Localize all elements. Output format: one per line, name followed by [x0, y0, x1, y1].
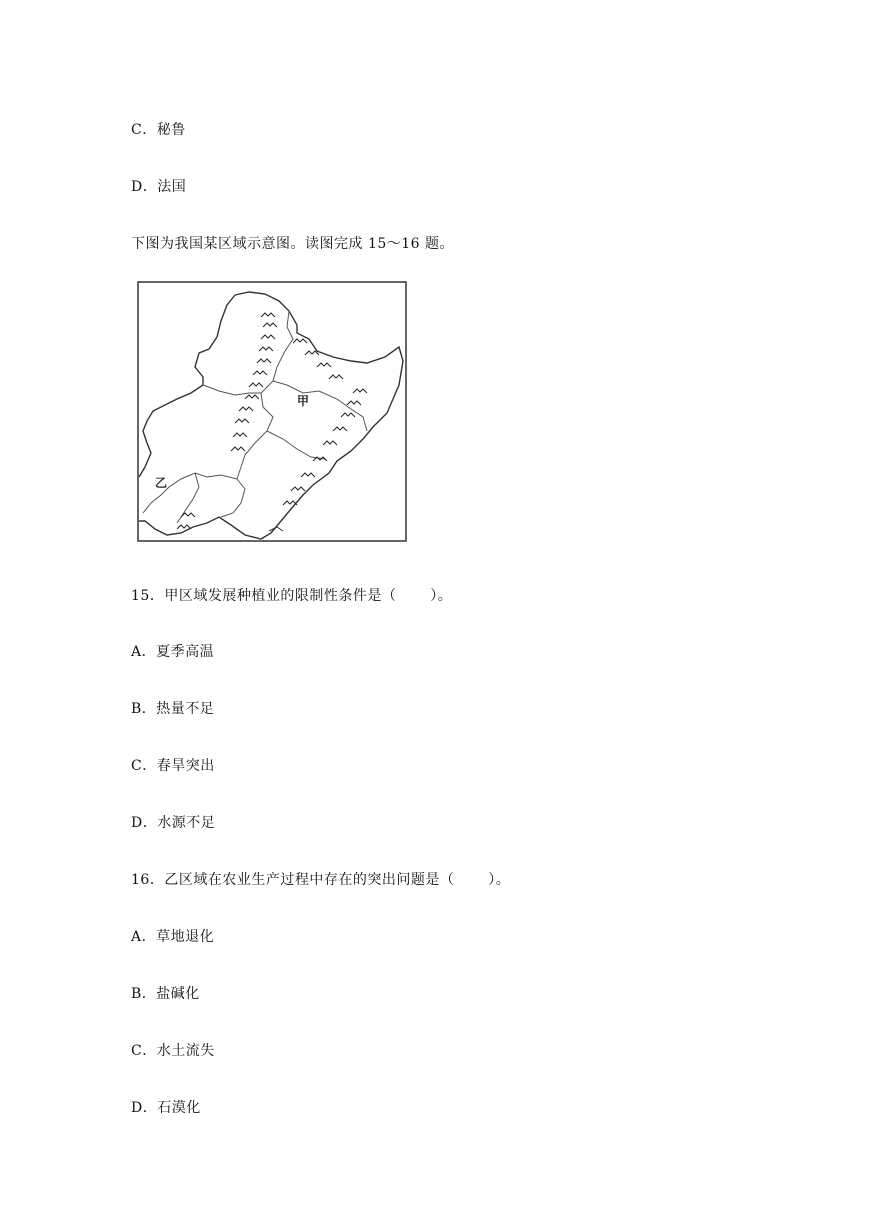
- question-16-option-d: D．石漠化: [131, 1100, 201, 1116]
- map-label-jia: 甲: [297, 394, 310, 408]
- question-16-option-b: B．盐碱化: [131, 986, 200, 1002]
- question-15-option-c: C．春旱突出: [131, 758, 215, 774]
- region-map-svg: [137, 281, 407, 542]
- option-prev-c: C．秘鲁: [131, 122, 186, 138]
- question-15-option-d: D．水源不足: [131, 815, 216, 831]
- region-map: [137, 281, 407, 542]
- intro-text: 下图为我国某区域示意图。读图完成 15～16 题。: [131, 236, 455, 252]
- question-15-option-b: B．热量不足: [131, 701, 215, 717]
- question-16-option-c: C．水土流失: [131, 1043, 215, 1059]
- map-label-yi: 乙: [155, 476, 168, 490]
- question-16-option-a: A．草地退化: [131, 929, 215, 945]
- question-15-option-a: A．夏季高温: [131, 644, 215, 660]
- question-16-stem: 16．乙区域在农业生产过程中存在的突出问题是（ ）。: [131, 872, 511, 888]
- option-prev-d: D．法国: [131, 179, 187, 195]
- question-15-stem: 15．甲区域发展种植业的限制性条件是（ ）。: [131, 588, 453, 604]
